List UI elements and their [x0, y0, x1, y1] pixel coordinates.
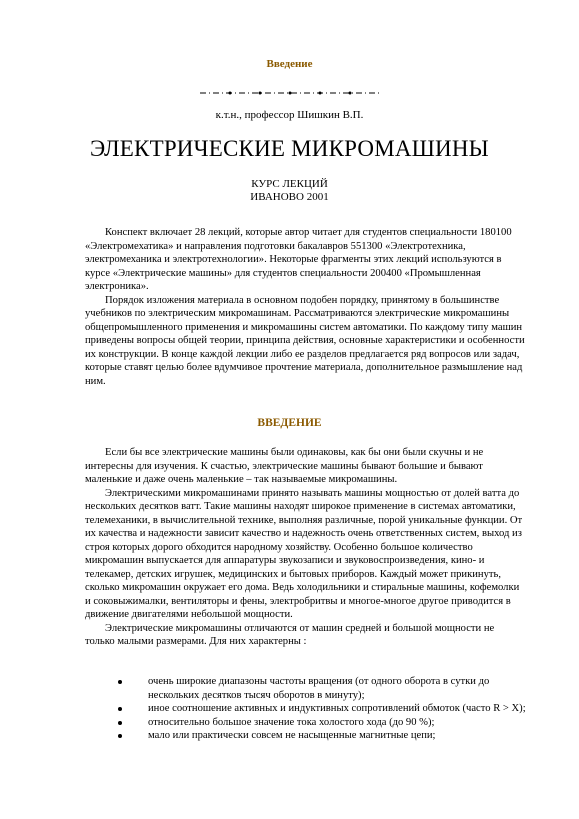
section-heading: ВВЕДЕНИЕ	[257, 417, 322, 429]
bullet-icon	[118, 680, 122, 684]
list-item	[118, 702, 538, 716]
decorative-divider	[200, 88, 380, 98]
bullet-icon	[118, 721, 122, 725]
bullet-icon	[118, 707, 122, 711]
subtitle-place-year: ИВАНОВО 2001	[250, 191, 329, 203]
intro-paragraph: Конспект включает 28 лекций, которые автор читает для студентов специальности 180100 «Электромехатика» и направления подготовки бакалавров 551300 «Электротехника, электромеханика и электротехнологии». Некоторые фрагменты этих лекций используются в курсе «Электрические машины» для студентов специальности 200400 «Промышленная электроника».	[85, 227, 512, 292]
section-paragraph: Если бы все электрические машины были одинаковы, как бы они были скучны и не интересны для изучения. К счастью, электрические машины бывают большие и бывают маленькие и даже очень маленькие – так называемые микромашины.	[85, 447, 484, 485]
list-item-text: очень широкие диапазоны частоты вращения (от одного оборота в сутки до нескольких десятков тысяч оборотов в минуту);	[148, 676, 490, 701]
list-item-text: мало или практически совсем не насыщенные магнитные цепи;	[148, 730, 436, 741]
bullet-icon	[118, 734, 122, 738]
list-item	[118, 729, 538, 743]
characteristics-list	[118, 675, 538, 743]
document-title: ЭЛЕКТРИЧЕСКИЕ МИКРОМАШИНЫ	[90, 136, 489, 161]
author-line: к.т.н., профессор Шишкин В.П.	[215, 109, 364, 121]
section-body	[85, 446, 525, 649]
intro-block	[85, 226, 525, 388]
top-heading: Введение	[266, 58, 313, 70]
list-item-text: иное соотношение активных и индуктивных сопротивлений обмоток (часто R > X);	[148, 703, 526, 714]
intro-paragraph: Порядок изложения материала в основном подобен порядку, принятому в большинстве учебников по электрическим микромашинам. Рассматриваются электрические микромашины общепромышленного применения и микромашины систем автоматики. По каждому типу машин приведены вопросы общей теории, принципа действия, основные характеристики и особенности их конструкции. В конце каждой лекции либо ее разделов предлагается ряд вопросов или задач, которые ставят целью более вдумчивое прочтение материала, дополнительное размышление над ним.	[85, 294, 525, 387]
subtitle-course: КУРС ЛЕКЦИЙ	[251, 178, 328, 190]
section-paragraph: Электрическими микромашинами принято называть машины мощностью от долей ватта до нескольких десятков ватт. Такие машины находят широкое применение в системах автоматики, телемеханики, в вычислительной технике, выполняя различные, порой уникальные функции. От их качества и надежности зависит качество и надежность очень ответственных систем, выход из строя которых дорого обходится народному хозяйству. Особенно большое количество микромашин выпускается для аппаратуры звукозаписи и звуковоспроизведения, кино- и телекамер, детских игрушек, медицинских и бытовых приборов. Каждый может прикинуть, сколько микромашин окружает его дома. Ведь холодильники и стиральные машины, кофемолки и соковыжималки, вентиляторы и фены, электробритвы и многое-многое другое приводится в движение двигателями небольшой мощности.	[85, 487, 523, 620]
section-paragraph: Электрические микромашины отличаются от машин средней и большой мощности не только малыми размерами. Для них характерны :	[85, 622, 495, 647]
list-item-text: относительно большое значение тока холостого хода (до 90 %);	[148, 716, 435, 728]
list-item	[118, 716, 538, 730]
subtitle	[0, 178, 579, 204]
list-item	[118, 675, 538, 702]
